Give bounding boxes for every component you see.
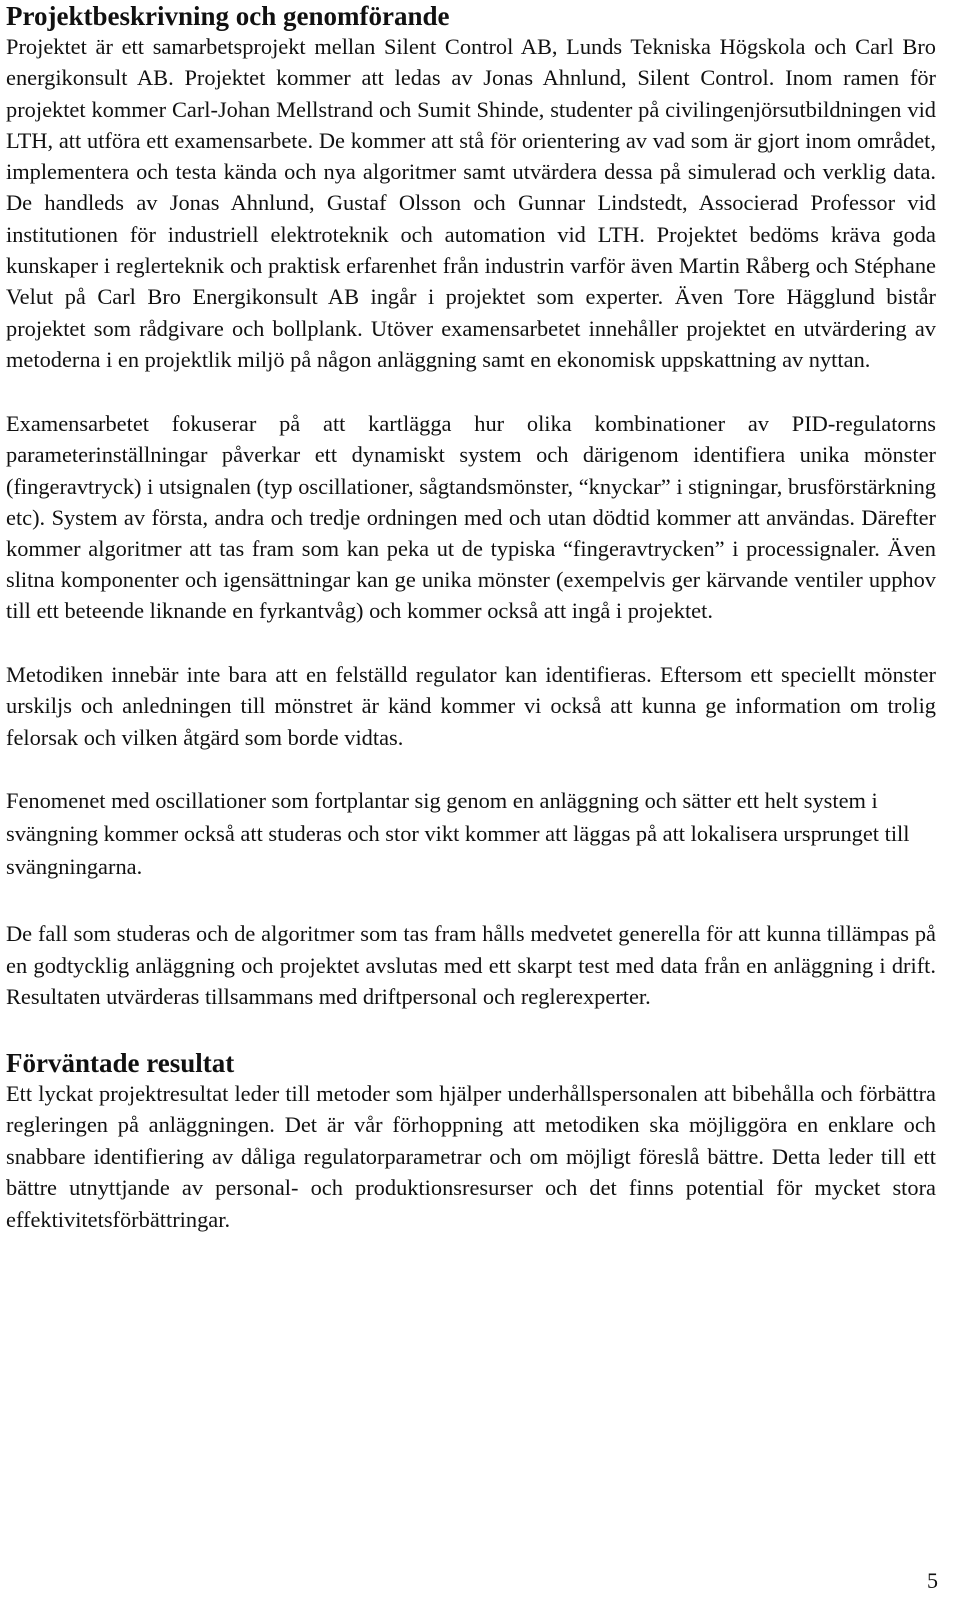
- section-heading-project-description: Projektbeskrivning och genomförande: [6, 1, 450, 31]
- paragraph-expected-results: Ett lyckat projektresultat leder till metoder som hjälper underhållspersonalen att bibehålla och förbättra regleringen på anläggningen. Det är vår förhoppning att metodiken ska möjliggöra en enklare och snabbare identifiering av dåliga regulatorparametrar och om möjligt föreslå bättre. Detta leder till ett bättre utnyttjande av personal- och produktionsresurser och det finns potential för mycket stora effektivitetsförbättringar.: [6, 1080, 936, 1232]
- document-page: [6, 0, 936, 1236]
- paragraph-general-cases: De fall som studeras och de algoritmer som tas fram hålls medvetet generella för att kunna tillämpas på en godtycklig anläggning och projektet avslutas med ett skarpt test med data från en anläggning i drift. Resultaten utvärderas tillsammans med driftpersonal och reglerexperter.: [6, 921, 936, 1010]
- section-heading-expected-results: Förväntade resultat: [6, 1047, 235, 1078]
- paragraph-thesis-focus: Examensarbetet fokuserar på att kartlägga hur olika kombinationer av PID-regulatorns parameterinställningar påverkar ett dynamiskt system och därigenom identifiera unika mönster (fingeravtryck) i utsignalen (typ oscillationer, sågtandsmönster, “knyckar” i stigningar, brusförstärkning etc). System av första, andra och tredje ordningen med och utan dödtid kommer att användas. Därefter kommer algoritmer att tas fram som kan peka ut de typiska “fingeravtrycken” i processignaler. Även slitna komponenter och igensättningar kan ge unika mönster (exempelvis ger kärvande ventiler upphov till ett beteende liknande en fyrkantvåg) och kommer också att ingå i projektet.: [6, 411, 936, 624]
- paragraph-project-overview: Projektet är ett samarbetsprojekt mellan Silent Control AB, Lunds Tekniska Högskola och Carl Bro energikonsult AB. Projektet kommer att ledas av Jonas Ahnlund, Silent Control. Inom ramen för projektet kommer Carl-Johan Mellstrand och Sumit Shinde, studenter på civilingenjörsutbildningen vid LTH, att utföra ett examensarbete. De kommer att stå för orientering av vad som är gjort inom området, implementera och testa kända och nya algoritmer samt utvärdera dessa på simulerad och verklig data. De handleds av Jonas Ahnlund, Gustaf Olsson och Gunnar Lindstedt, Associerad Professor vid institutionen för industriell elektroteknik och automation vid LTH. Projektet bedöms kräva goda kunskaper i reglerteknik och praktisk erfarenhet från industrin varför även Martin Råberg och Stéphane Velut på Carl Bro Energikonsult AB ingår i projektet som experter. Även Tore Hägglund bistår projektet som rådgivare och bollplank. Utöver examensarbetet innehåller projektet en utvärdering av metoderna i en projektlik miljö på någon anläggning samt en ekonomisk uppskattning av nyttan.: [6, 34, 936, 372]
- paragraph-oscillations: Fenomenet med oscillationer som fortplantar sig genom en anläggning och sätter ett helt system i svängning kommer också att studeras och stor vikt kommer att läggas på att lokalisera ursprunget till svängningarna.: [6, 788, 910, 880]
- paragraph-methodology: Metodiken innebär inte bara att en felställd regulator kan identifieras. Eftersom ett speciellt mönster urskiljs och anledningen till mönstret är känd kommer vi också att kunna ge information om trolig felorsak och vilken åtgärd som borde vidtas.: [6, 661, 936, 751]
- page-number: 5: [927, 1568, 938, 1593]
